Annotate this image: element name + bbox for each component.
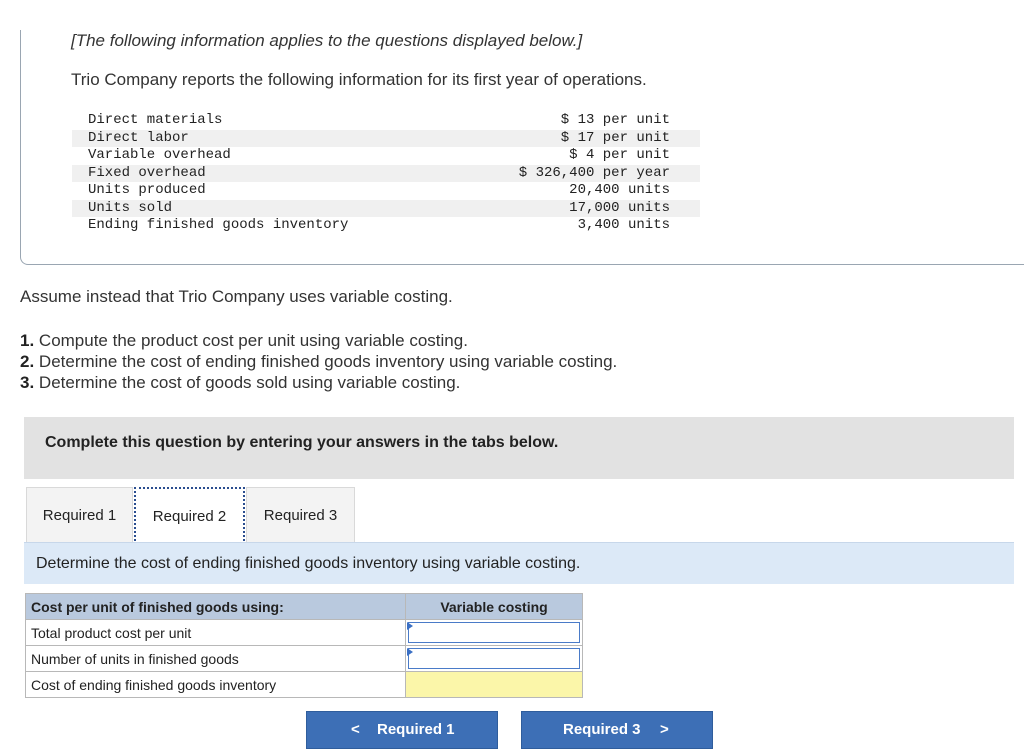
info-value: 20,400 units <box>569 182 670 198</box>
prev-required-button[interactable] <box>306 711 498 749</box>
tab-required-2[interactable]: Required 2 <box>134 487 245 545</box>
info-label: Direct labor <box>72 130 439 148</box>
ending-inventory-cost-cell <box>406 672 583 698</box>
chevron-right-icon: > <box>660 721 669 738</box>
info-description: Trio Company reports the following information for its first year of operations. <box>71 70 647 89</box>
info-table <box>72 112 700 235</box>
requirement-number: 2. <box>20 352 35 371</box>
info-row <box>72 130 700 148</box>
units-finished-goods-cell <box>406 646 583 672</box>
info-label: Direct materials <box>88 112 223 128</box>
info-row <box>72 112 700 130</box>
info-value: $ 13 per unit <box>560 112 670 128</box>
input-marker-icon <box>407 622 413 630</box>
answer-header-value: Variable costing <box>406 594 583 620</box>
requirement-item <box>20 372 617 393</box>
requirement-item <box>20 351 617 372</box>
info-value: 3,400 units <box>577 217 670 233</box>
answer-row-label: Cost of ending finished goods inventory <box>26 672 406 698</box>
tab-required-1[interactable]: Required 1 <box>26 487 133 543</box>
answer-row <box>26 646 583 672</box>
answer-row-label: Number of units in finished goods <box>26 646 406 672</box>
answer-row-label: Total product cost per unit <box>26 620 406 646</box>
info-row <box>72 200 700 218</box>
info-intro: [The following information applies to the questions displayed below.] <box>71 31 583 50</box>
info-value: $ 326,400 per year <box>439 165 701 183</box>
answer-header-label: Cost per unit of finished goods using: <box>26 594 406 620</box>
prev-button-label: Required 1 <box>377 721 455 738</box>
info-row <box>72 165 700 183</box>
info-box <box>20 30 1024 265</box>
info-label: Units produced <box>88 182 206 198</box>
tab-prompt-text: Determine the cost of ending finished goods inventory using variable costing. <box>36 555 581 572</box>
tab-prompt-bar <box>24 542 1014 584</box>
info-row <box>72 147 700 165</box>
requirement-text: Compute the product cost per unit using variable costing. <box>34 331 468 350</box>
units-finished-goods-input[interactable] <box>408 648 580 669</box>
requirements-list <box>20 330 617 393</box>
total-product-cost-cell <box>406 620 583 646</box>
requirement-number: 3. <box>20 373 35 392</box>
info-value: $ 4 per unit <box>569 147 670 163</box>
input-marker-icon <box>407 648 413 656</box>
requirement-number: 1. <box>20 331 35 350</box>
info-value: $ 17 per unit <box>439 130 701 148</box>
next-required-button[interactable] <box>521 711 713 749</box>
answer-table <box>25 593 583 698</box>
answer-row <box>26 672 583 698</box>
requirement-text: Determine the cost of ending finished goods inventory using variable costing. <box>34 352 618 371</box>
info-value: 17,000 units <box>439 200 701 218</box>
complete-instructions-text: Complete this question by entering your answers in the tabs below. <box>45 434 559 451</box>
info-row <box>72 182 700 200</box>
info-label: Variable overhead <box>88 147 231 163</box>
complete-instructions-bar <box>24 417 1014 479</box>
tab-required-3[interactable]: Required 3 <box>246 487 355 543</box>
requirement-item <box>20 330 617 351</box>
info-row <box>72 217 700 235</box>
assume-text: Assume instead that Trio Company uses variable costing. <box>20 287 453 306</box>
info-label: Units sold <box>72 200 439 218</box>
chevron-left-icon: < <box>351 721 360 738</box>
next-button-label: Required 3 <box>563 721 641 738</box>
requirement-text: Determine the cost of goods sold using variable costing. <box>34 373 461 392</box>
info-label: Ending finished goods inventory <box>88 217 349 233</box>
total-product-cost-input[interactable] <box>408 622 580 643</box>
info-label: Fixed overhead <box>72 165 439 183</box>
answer-row <box>26 620 583 646</box>
answer-header-row <box>26 594 583 620</box>
